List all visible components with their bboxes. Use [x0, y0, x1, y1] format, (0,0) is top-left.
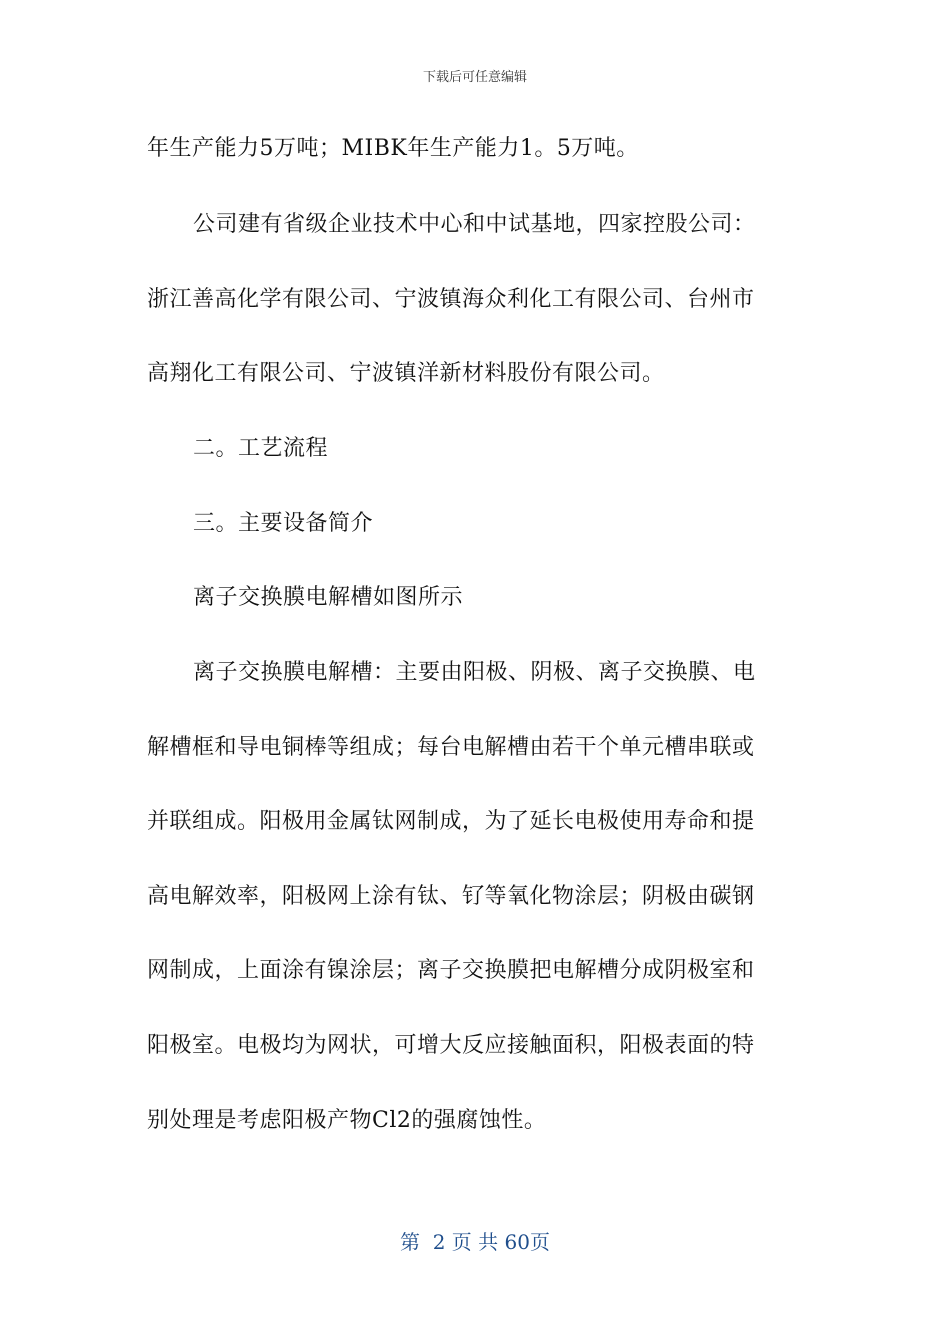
paragraph-line: 网制成，上面涂有镍涂层；离子交换膜把电解槽分成阴极室和	[147, 958, 755, 983]
page-number-footer: 第 2 页 共 60页	[400, 1230, 550, 1254]
paragraph-line: 阳极室。电极均为网状，可增大反应接触面积，阳极表面的特	[147, 1033, 755, 1058]
paragraph-line: 并联组成。阳极用金属钛网制成，为了延长电极使用寿命和提	[147, 809, 755, 834]
paragraph-line: 高翔化工有限公司、宁波镇洋新材料股份有限公司。	[147, 361, 665, 386]
paragraph-line: 浙江善高化学有限公司、宁波镇海众利化工有限公司、台州市	[147, 287, 755, 312]
paragraph-line: 公司建有省级企业技术中心和中试基地，四家控股公司：	[193, 212, 756, 237]
section-heading: 三。主要设备简介	[193, 511, 374, 536]
paragraph-line: 离子交换膜电解槽如图所示	[193, 585, 464, 610]
paragraph-line: 别处理是考虑阳极产物Cl2的强腐蚀性。	[147, 1108, 547, 1133]
paragraph-line: 离子交换膜电解槽：主要由阳极、阴极、离子交换膜、电	[193, 660, 756, 685]
paragraph-line: 解槽框和导电铜棒等组成；每台电解槽由若干个单元槽串联或	[147, 735, 755, 760]
section-heading: 二。工艺流程	[193, 436, 329, 461]
page-header: 下载后可任意编辑	[422, 70, 527, 85]
paragraph-line: 年生产能力5万吨；MIBK年生产能力1。5万吨。	[147, 136, 639, 161]
paragraph-line: 高电解效率，阳极网上涂有钛、钌等氧化物涂层；阴极由碳钢	[147, 884, 755, 909]
